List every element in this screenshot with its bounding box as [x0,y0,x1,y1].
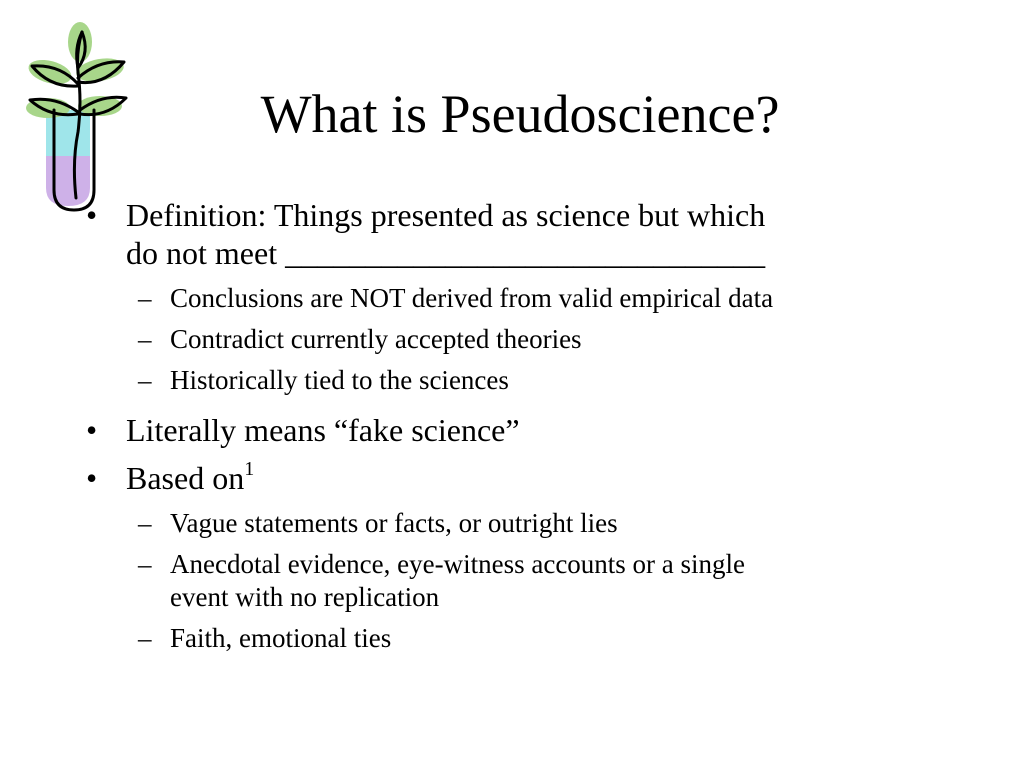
sub-bullet-text: Conclusions are NOT derived from valid empirical data [170,283,774,313]
dash-icon: – [138,508,152,538]
sub-bullet-text: Historically tied to the sciences [170,365,509,395]
sub-bullet-text: Contradict currently accepted theories [170,324,582,354]
sub-bullet-text: Faith, emotional ties [170,623,392,653]
sub-bullet-item [126,548,986,614]
bullet-text-line: do not meet ______________________________ [126,235,766,271]
bullet-text: Literally means “fake science” [126,412,520,448]
sub-bullet-text-line: event with no replication [170,582,440,612]
plant-test-tube-logo-icon [20,12,132,212]
sub-bullet-item [126,364,986,397]
bullet-text-line: Definition: Things presented as science but which [126,197,766,233]
bullet-list [86,196,986,663]
plant-test-tube-svg [20,12,132,212]
dash-icon: – [138,623,152,653]
sub-bullet-item [126,507,986,540]
bullet-item-literally [86,411,986,449]
sub-bullet-item [126,323,986,356]
dash-icon: – [138,324,152,354]
bullet-item-based-on [86,459,986,497]
sub-bullet-text: Vague statements or facts, or outright lies [170,508,618,538]
sub-bullet-text-line: Anecdotal evidence, eye-witness accounts or a single [170,549,746,579]
dash-icon: – [138,283,152,313]
bullet-item-definition [86,196,986,272]
bullet-icon: • [86,460,98,496]
slide-title: What is Pseudoscience? [260,84,780,144]
sub-bullet-item [126,282,986,315]
footnote-superscript: 1 [244,458,255,480]
bullet-icon: • [86,197,98,233]
dash-icon: – [138,549,152,579]
sub-bullet-item [126,622,986,655]
bullet-icon: • [86,412,98,448]
bullet-text: Based on [126,460,245,496]
dash-icon: – [138,365,152,395]
